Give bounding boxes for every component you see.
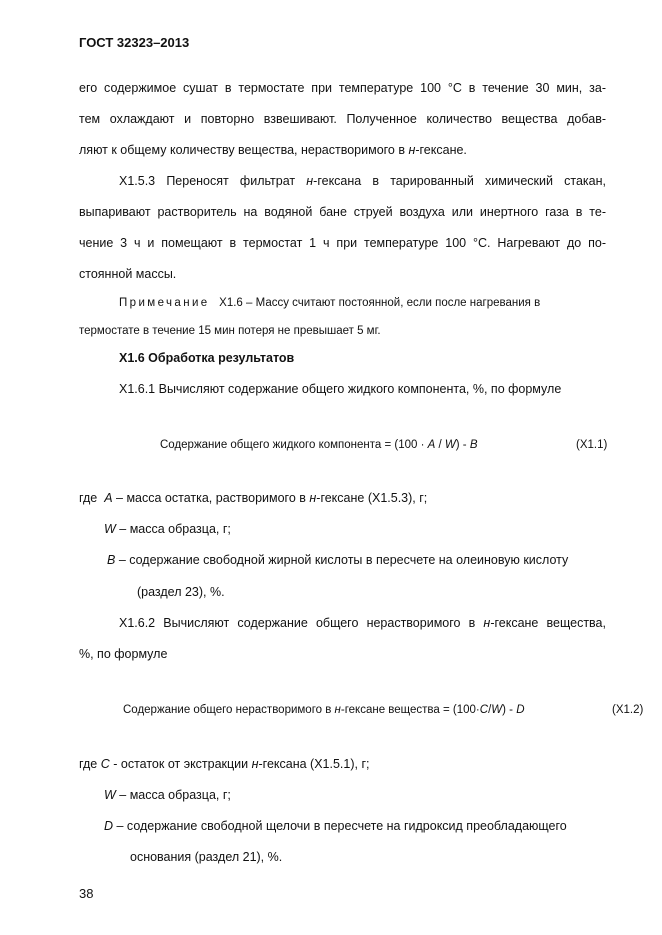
paragraph-line: его содержимое сушат в термостате при температуре 100 °С в течение 30 мин, за- — [79, 81, 606, 95]
paragraph-line: тем охлаждают и повторно взвешивают. Полученное количество вещества добав- — [79, 112, 606, 126]
paragraph-line: чение 3 ч и помещают в термостат 1 ч при температуре 100 °С. Нагревают до по- — [79, 236, 606, 250]
formula-x11: Содержание общего жидкого компонента = (100 · A / W) - B — [160, 439, 478, 451]
where-line: (раздел 23), %. — [137, 585, 225, 599]
paragraph-line: ляют к общему количеству вещества, нерастворимого в н-гексане. — [79, 143, 467, 157]
where-line: где A – масса остатка, растворимого в н-гексане (Х1.5.3), г; — [79, 491, 428, 505]
where-line: W – масса образца, г; — [104, 788, 231, 802]
where-line: W – масса образца, г; — [104, 522, 231, 536]
where-line: основания (раздел 21), %. — [130, 850, 283, 864]
formula-number: (Х1.2) — [612, 704, 644, 716]
page-number: 38 — [79, 886, 94, 901]
clause-x161: Х1.6.1 Вычисляют содержание общего жидкого компонента, %, по формуле — [119, 382, 562, 396]
where-line: где C - остаток от экстракции н-гексана (Х1.5.1), г; — [79, 757, 370, 771]
section-heading: Х1.6 Обработка результатов — [119, 351, 295, 365]
formula-x12: Содержание общего нерастворимого в н-гексане вещества = (100·C/W) - D — [123, 704, 525, 716]
where-line: D – содержание свободной щелочи в пересчете на гидроксид преобладающего — [104, 819, 567, 833]
document-header: ГОСТ 32323–2013 — [79, 35, 190, 50]
note-line: термостате в течение 15 мин потеря не превышает 5 мг. — [79, 325, 381, 337]
clause-x153-line: Х1.5.3 Переносят фильтрат н-гексана в тарированный химический стакан, — [119, 174, 606, 188]
paragraph-line: стоянной массы. — [79, 267, 177, 281]
paragraph-line: %, по формуле — [79, 647, 168, 661]
paragraph-line: выпаривают растворитель на водяной бане струей воздуха или инертного газа в те- — [79, 205, 606, 219]
formula-number: (Х1.1) — [576, 439, 608, 451]
clause-x162: Х1.6.2 Вычисляют содержание общего нерастворимого в н-гексане вещества, — [119, 616, 606, 630]
note-line: Примечание Х1.6 – Массу считают постоянной, если после нагревания в — [119, 297, 541, 309]
where-line: B – содержание свободной жирной кислоты в пересчете на олеиновую кислоту — [107, 553, 569, 567]
note-label: Примечание — [119, 297, 210, 309]
